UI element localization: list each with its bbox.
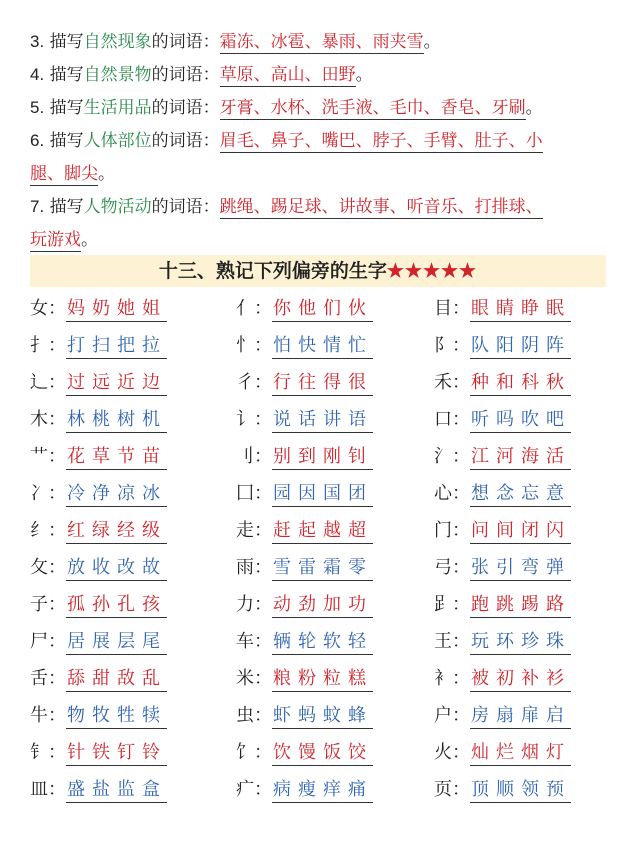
radical-row <box>30 586 610 623</box>
radical-row <box>30 438 610 475</box>
radical-label: 虫： <box>236 705 272 726</box>
radical-label: 火： <box>434 742 470 763</box>
vocab-line-4 <box>30 58 610 92</box>
radical-characters: 辆轮软轻 <box>272 630 373 655</box>
radical-characters: 过远近边 <box>66 371 167 396</box>
radical-label: 扌： <box>30 335 66 356</box>
section-header <box>30 255 606 287</box>
radical-characters: 园因国团 <box>272 482 373 507</box>
radical-characters: 虾蚂蚊蜂 <box>272 704 373 729</box>
item-topic: 人物活动 <box>83 197 152 217</box>
radical-characters: 跑跳踢路 <box>470 593 571 618</box>
radical-characters: 问间闭闪 <box>470 519 571 544</box>
radical-entry <box>30 290 167 327</box>
radical-entry <box>434 512 571 549</box>
radical-label: 钅： <box>30 742 66 763</box>
radical-characters: 种和科秋 <box>470 371 571 396</box>
radical-entry <box>30 475 167 512</box>
radical-characters: 雪雷霜零 <box>272 556 373 581</box>
radical-entry <box>434 549 571 586</box>
radical-label: 页： <box>434 779 470 800</box>
radical-characters: 怕快情忙 <box>272 334 373 359</box>
radical-entry <box>236 697 373 734</box>
item-number: 6. <box>30 131 45 150</box>
radical-entry <box>236 290 373 327</box>
radical-label: 刂： <box>236 446 272 467</box>
radical-characters: 孤孙孔孩 <box>66 593 167 618</box>
radical-entry <box>236 438 373 475</box>
radical-label: 女： <box>30 298 66 319</box>
item-answer-continued: 腿、脚尖 <box>30 164 98 184</box>
radical-entry <box>434 290 571 327</box>
radical-row <box>30 475 610 512</box>
radical-characters: 红绿经级 <box>66 519 167 544</box>
radical-entry <box>434 586 571 623</box>
radical-label: 子： <box>30 594 66 615</box>
radical-characters: 舔甜敌乱 <box>66 667 167 692</box>
radical-row <box>30 734 610 771</box>
radical-characters: 赶起越超 <box>272 519 373 544</box>
radical-label: 忄： <box>236 335 272 356</box>
item-prefix: 描写 <box>49 197 84 217</box>
item-suffix: 的词语： <box>151 32 220 52</box>
radical-entry <box>434 623 571 660</box>
radical-entry <box>236 327 373 364</box>
radical-characters: 饮馒饭饺 <box>272 741 373 766</box>
radical-entry <box>30 327 167 364</box>
item-answer: 草原、高山、田野 <box>219 65 356 85</box>
radical-entry <box>236 475 373 512</box>
radical-characters: 被初补衫 <box>470 667 571 692</box>
item-number: 7. <box>30 197 45 216</box>
radical-label: 禾： <box>434 372 470 393</box>
radical-label: 讠： <box>236 409 272 430</box>
radical-label: 弓： <box>434 557 470 578</box>
item-end: 。 <box>81 230 98 250</box>
radical-label: 目： <box>434 298 470 319</box>
radical-grid <box>30 290 610 808</box>
radical-entry <box>236 549 373 586</box>
radical-label: 尸： <box>30 631 66 652</box>
radical-entry <box>434 734 571 771</box>
radical-label: 攵： <box>30 557 66 578</box>
radical-entry <box>236 660 373 697</box>
item-answer-continued: 玩游戏 <box>30 230 81 250</box>
radical-label: 门： <box>434 520 470 541</box>
radical-entry <box>236 771 373 808</box>
radical-entry <box>434 364 571 401</box>
radical-row <box>30 660 610 697</box>
item-prefix: 描写 <box>49 98 84 118</box>
star-rating: ★★★★★ <box>386 260 478 282</box>
item-topic: 人体部位 <box>83 131 152 151</box>
radical-characters: 行往得很 <box>272 371 373 396</box>
item-number: 3. <box>30 32 45 51</box>
radical-characters: 顶顺领预 <box>470 778 571 803</box>
vocab-line-7 <box>30 190 610 257</box>
radical-label: 艹： <box>30 446 66 467</box>
item-suffix: 的词语： <box>151 98 220 118</box>
radical-characters: 居展层尾 <box>66 630 167 655</box>
item-suffix: 的词语： <box>151 197 220 217</box>
radical-label: 户： <box>434 705 470 726</box>
radical-characters: 想念忘意 <box>470 482 571 507</box>
radical-characters: 盛盐监盒 <box>66 778 167 803</box>
item-end: 。 <box>355 65 373 85</box>
radical-entry <box>30 771 167 808</box>
radical-row <box>30 512 610 549</box>
vocab-line-6 <box>30 124 610 191</box>
radical-entry <box>434 697 571 734</box>
radical-characters: 动劲加功 <box>272 593 373 618</box>
radical-label: 辶： <box>30 372 66 393</box>
item-answer: 牙膏、水杯、洗手液、毛巾、香皂、牙刷 <box>219 98 526 118</box>
radical-entry <box>30 586 167 623</box>
radical-entry <box>30 549 167 586</box>
radical-characters: 张引弯弹 <box>470 556 571 581</box>
item-end: 。 <box>423 32 441 52</box>
radical-label: 疒： <box>236 779 272 800</box>
radical-label: 力： <box>236 594 272 615</box>
section-title: 十三、熟记下列偏旁的生字 <box>158 260 387 282</box>
radical-characters: 别到刚钊 <box>272 445 373 470</box>
radical-label: 车： <box>236 631 272 652</box>
item-number: 4. <box>30 65 45 84</box>
radical-label: 阝： <box>434 335 470 356</box>
radical-entry <box>434 771 571 808</box>
radical-entry <box>236 512 373 549</box>
radical-characters: 冷净凉冰 <box>66 482 167 507</box>
radical-row <box>30 290 610 327</box>
radical-row <box>30 549 610 586</box>
radical-characters: 针铁钉铃 <box>66 741 167 766</box>
radical-entry <box>30 512 167 549</box>
radical-entry <box>30 364 167 401</box>
radical-row <box>30 401 610 438</box>
item-prefix: 描写 <box>49 65 84 85</box>
item-topic: 自然现象 <box>83 32 152 52</box>
radical-label: 皿： <box>30 779 66 800</box>
radical-characters: 妈奶她姐 <box>66 297 167 322</box>
radical-entry <box>30 438 167 475</box>
vocab-line-5 <box>30 91 610 125</box>
radical-entry <box>236 401 373 438</box>
radical-label: 冫： <box>30 483 66 504</box>
item-topic: 自然景物 <box>83 65 152 85</box>
radical-characters: 病瘦痒痛 <box>272 778 373 803</box>
radical-label: 心： <box>434 483 470 504</box>
radical-entry <box>434 327 571 364</box>
radical-entry <box>236 364 373 401</box>
radical-label: 木： <box>30 409 66 430</box>
radical-entry <box>434 401 571 438</box>
radical-characters: 江河海活 <box>470 445 571 470</box>
radical-label: 衤： <box>434 668 470 689</box>
radical-label: 彳： <box>236 372 272 393</box>
radical-characters: 队阳阴阵 <box>470 334 571 359</box>
radical-characters: 你他们伙 <box>272 297 373 322</box>
item-end: 。 <box>98 164 115 184</box>
radical-row <box>30 771 610 808</box>
radical-characters: 说话讲语 <box>272 408 373 433</box>
radical-characters: 灿烂烟灯 <box>470 741 571 766</box>
radical-label: 氵： <box>434 446 470 467</box>
radical-characters: 房扇扉启 <box>470 704 571 729</box>
radical-row <box>30 364 610 401</box>
radical-characters: 林桃树机 <box>66 408 167 433</box>
vocab-line-3 <box>30 25 610 59</box>
radical-characters: 眼睛睁眠 <box>470 297 571 322</box>
radical-row <box>30 327 610 364</box>
item-topic: 生活用品 <box>83 98 152 118</box>
radical-entry <box>30 623 167 660</box>
radical-label: 走： <box>236 520 272 541</box>
item-number: 5. <box>30 98 45 117</box>
radical-entry <box>434 475 571 512</box>
radical-characters: 玩环珍珠 <box>470 630 571 655</box>
radical-label: 𧾷： <box>434 594 470 615</box>
radical-label: 舌： <box>30 668 66 689</box>
item-answer: 眉毛、鼻子、嘴巴、脖子、手臂、肚子、小 <box>219 131 543 151</box>
radical-characters: 物牧牲犊 <box>66 704 167 729</box>
radical-entry <box>30 401 167 438</box>
item-prefix: 描写 <box>49 32 84 52</box>
item-answer: 跳绳、踢足球、讲故事、听音乐、打排球、 <box>219 197 543 217</box>
radical-label: 囗： <box>236 483 272 504</box>
radical-label: 饣： <box>236 742 272 763</box>
radical-characters: 打扫把拉 <box>66 334 167 359</box>
radical-entry <box>30 660 167 697</box>
radical-label: 纟： <box>30 520 66 541</box>
radical-characters: 花草节苗 <box>66 445 167 470</box>
radical-entry <box>434 438 571 475</box>
radical-entry <box>236 586 373 623</box>
radical-characters: 听吗吹吧 <box>470 408 571 433</box>
radical-entry <box>434 660 571 697</box>
radical-row <box>30 623 610 660</box>
radical-label: 牛： <box>30 705 66 726</box>
item-end: 。 <box>525 98 543 118</box>
radical-label: 米： <box>236 668 272 689</box>
radical-entry <box>236 623 373 660</box>
radical-label: 雨： <box>236 557 272 578</box>
radical-label: 亻： <box>236 298 272 319</box>
radical-entry <box>236 734 373 771</box>
radical-entry <box>30 734 167 771</box>
radical-label: 王： <box>434 631 470 652</box>
radical-entry <box>30 697 167 734</box>
radical-label: 口： <box>434 409 470 430</box>
radical-characters: 粮粉粒糕 <box>272 667 373 692</box>
item-answer: 霜冻、冰雹、暴雨、雨夹雪 <box>219 32 424 52</box>
radical-characters: 放收改故 <box>66 556 167 581</box>
item-suffix: 的词语： <box>151 65 220 85</box>
item-prefix: 描写 <box>49 131 84 151</box>
radical-row <box>30 697 610 734</box>
item-suffix: 的词语： <box>151 131 220 151</box>
